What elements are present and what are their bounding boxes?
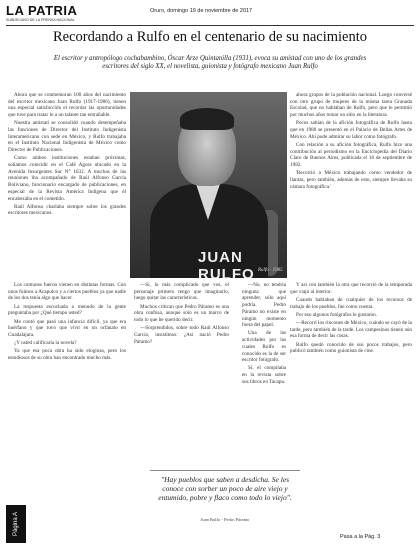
paragraph: Pocos sabían de la afición fotográfica de Rulfo hasta que en 1980 se presentó en el Palacio de Bellas Artes de México. Ahí pude admirar su labor como fotógrafo.: [290, 120, 412, 140]
photo-signature: Rulfo · 1985: [258, 268, 283, 273]
article-column-4b: [290, 282, 412, 470]
dateline: Oruro, domingo 19 de noviembre de 2017: [150, 8, 253, 14]
paragraph: Ahora que se conmemoran 100 años del nacimiento del escritor mexicano Juan Rulfo (1917-1986), tienen una especial satisfacción el recordar las oportunidades que tuve para tratar lo a un talante tan entrañable.: [8, 92, 126, 119]
paragraph: Con relación a su afición fotográfica, Rulfo hizo una contribución al periodismo en la Enciclopedia del Diario Claro de Buenos Aires, publicada el 16 de septiembre de 1982.: [290, 141, 412, 169]
pullquote-credit: Juan Rulfo - Pedro Páramo: [200, 517, 250, 522]
paragraph: ahora grupos de la población nacional. Luego conversé con otro grupo de mujeres de la misma tarea Granada Escolad, que no hablaban de Rulfo, pero que le permitió por muchos años tomar un sitio en la literatura.: [290, 92, 412, 119]
paragraph: —Sorprendidos, sobre todo Raúl Alfonso García, insistimos: ¿Así nació Pedro Páramo?: [134, 325, 229, 345]
article-column-2b: [134, 282, 229, 470]
paragraph: 'Recorrió a México trabajando como vendedor de llantas, pero también, además de esto, siempre llevaba su cámara fotográfica.': [290, 170, 412, 190]
paragraph: Me contó que pasó una infancia difícil, ya que era huérfano y que tuvo que vivir en un orfanato en Guadalajara.: [8, 318, 126, 338]
paragraph: Los comunes fueron vienen en distintas formas. Con unos fuimos a Acapulco y a ciertos pueblos ya que nadie de los dos tenía algo que hacer.: [8, 282, 126, 302]
photo-label: JUAN RULFO: [198, 249, 255, 278]
paragraph: Por eso algunos fotógrafos le gustaron.: [296, 311, 377, 318]
paragraph: La respuesta escuchada a menudo de la gente preguntaba por ¿Qué tiempo usted?: [8, 303, 126, 317]
article-headline: Recordando a Rulfo en el centenario de su nacimiento: [52, 29, 368, 45]
article-column-3b: [242, 282, 286, 470]
paragraph: Raúl Alfonso charlaba siempre sobre los grandes escritores mexicanos.: [8, 203, 126, 217]
paragraph: Cuando hablaban de cualquier de los recursos de trabajo de los pueblos, fue como cuenta.: [290, 296, 412, 310]
paragraph: Muchos critican que Pedro Páramo es una obra confusa, aunque solo es un marco de todo lo que he querido decir.: [134, 303, 229, 324]
pullquote-rule: [150, 470, 300, 471]
article-deck: El escritor y antropólogo cochabambino, Óscar Arze Quintanilla (1931), evoca su amistad con uno de los grandes escritores del siglo XX, el novelista, guionista y fotógrafo mexicano Juan Rulfo: [53, 55, 367, 71]
section-tab: Página A: [6, 505, 26, 543]
paragraph: —Sí, lo más complicado que vos, el personaje primero tengo que imaginarlo, luego quitar las características.: [134, 282, 229, 302]
page-folio: Pasa a la Pág. 3: [340, 534, 381, 540]
article-column-4: [290, 92, 412, 192]
paragraph: Sí, el compilaba en la revista sobre sus libros en Tacapu.: [242, 365, 286, 385]
paragraph: Nuestra amistad se consolidó cuando desempeñaba las funciones de Director del Instituto Indigenista Interamericano con sede en México, y Rulfo trabajaba en el Instituto Nacional Indigenista de México como Director de Publicaciones.: [8, 120, 126, 154]
article-column-1b: [8, 282, 126, 470]
paragraph: Ya que esa poca obra ha sido elogiosa, pero los estudiosos de su obra han encontrado mucho más.: [8, 348, 126, 362]
header-rule: [6, 25, 414, 26]
masthead-title: LA PATRIA: [6, 3, 78, 18]
portrait-photo: [130, 92, 287, 278]
paragraph: Rulfo quedó conocido de sus pocos trabajos, pero publicó también como guionista de cine.: [290, 341, 412, 355]
article-column-1: [8, 92, 126, 219]
paragraph: —No, no tendría ninguna que aprender, sólo aquí podría. Pedro Páramo no existe en ningún momento fuera del papel.: [242, 282, 286, 329]
paragraph: Una de las actividades por las cuales Rulfo es conocido es la de ser escritor fotógrafo.: [242, 330, 286, 364]
paragraph: —Recorrí los rincones de México, cuándo se cayó de la tarde, pero también de la tarde. Los campesinos tienen aún esa forma de decir las cosas.: [290, 320, 412, 340]
masthead-subtitle: SUBDECANO DE LA PRENSA NACIONAL: [6, 18, 75, 22]
pullquote: "Hay pueblos que saben a desdicha. Se les conoce con sorber un poco de aire viejo y entumido, pobre y flaco como todo lo viejo".: [158, 475, 292, 502]
paragraph: Y así con también la otra que recorrió de la temporada que viajó al interior.: [290, 282, 412, 295]
paragraph: ¿Y usted calificaría la novela?: [14, 340, 77, 347]
paragraph: Como ambos instituciones estaban próximas, solíamos coincidir en el Café Agora ubicado en la Avenida Insurgentes Sur N° 1632. A muchas de las reuniones iba acompañado de Raúl Alfonso García Boliviano, funcionario encargado de publicaciones, en especial de la Revista América Indígena que él encabezaba en el cometido.: [8, 155, 126, 202]
